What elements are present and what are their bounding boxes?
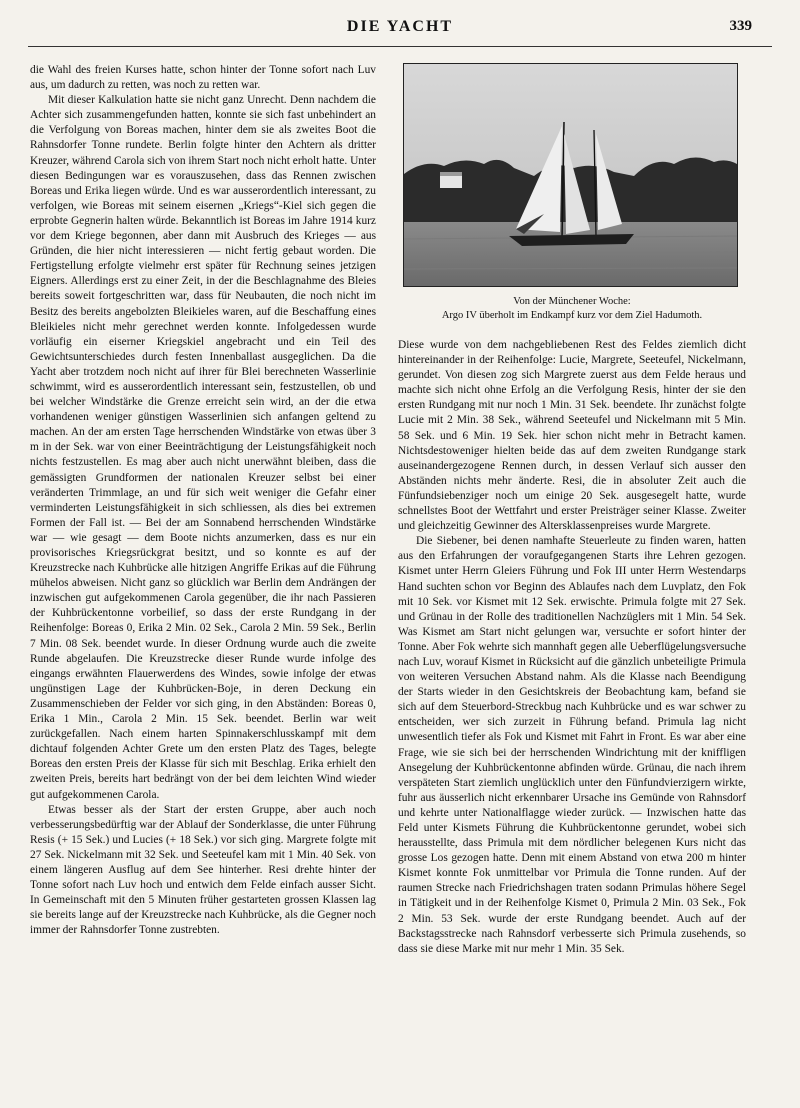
caption-line: Von der Münchener Woche: (513, 296, 631, 307)
photo-illustration (404, 64, 737, 286)
journal-title: DIE YACHT (346, 18, 454, 35)
right-column (398, 338, 746, 957)
paragraph: die Wahl des freien Kurses hatte, schon hinter der Tonne sofort nach Luv aus, um dadurch zu retten, was noch zu retten war. (30, 64, 376, 92)
sailing-yacht-photo (403, 63, 738, 287)
caption-line: Argo IV überholt im Endkampf kurz vor dem Ziel Hadumoth. (441, 310, 703, 321)
header-rule (28, 46, 772, 47)
figure-caption (398, 295, 746, 323)
paragraph: Mit dieser Kalkulation hatte sie nicht ganz Unrecht. Denn nachdem die Achter sich zusammengefunden hatten, konnte sie sich fast unbehindert an die Verfolgung von Boreas machen, hinter dem sie als zweites Boot die Rahnsdorfer Tonne rundete. Berlin folgte hinter den Achtern als dritter Kreuzer, während Carola sich von ihrem Start noch nicht erholt hatte. Unter diesen Bedingungen war es vorauszusehen, dass das Rennen zwischen Boreas und Erika liegen würde. Und es war ausserordentlich interessant, zu verfolgen, wie Boreas mit seinem eisernen „Kriegs“-Kiel sich gegen die erprobte Gegnerin halten würde. Bekanntlich ist Boreas im Jahre 1914 kurz vor dem Kriege begonnen, aber dann mit Ausbruch des Krieges — aus Gründen, die hier nicht interessieren — nicht fertig gebaut worden. Die Fertigstellung erfolgte vielmehr erst später für Rechnung seines jetzigen Eigners. Allerdings erst zu einer Zeit, in der die Beschlagnahme des Bleies bereits soweit fortgeschritten war, dass für Neubauten, die noch nicht im Besitz des bereits angebolzten Bleikieles waren, auf die Beschaffung eines Bleikieles nicht mehr gerechnet werden konnte. Infolgedessen wurde vorläufig ein eiserner Kriegskiel angebracht und ein Teil des Gewichtsunterschiedes durch festen Innenballast ausgeglichen. Da die Yacht aber trotzdem noch nicht auf ihrer für Blei berechneten Wasserlinie schwimmt, wird es ausserordentlich interessant sein, festzustellen, ob und bei welcher Windstärke die Grenze erreicht sein wird, an der die etwa vorhandenen weniger günstigen Wasserlinien sich anfangen geltend zu machen. An der am ersten Tage herrschenden Windstärke von etwas über 3 m in der Sek. war von einer Beeinträchtigung der Leistungsfähigkeit noch nichts festzustellen. Es mag aber auch nicht unerwähnt bleiben, dass die gemässigten Grundformen der nationalen Kreuzer selbst bei einer veränderten Trimmlage, an und für sich weit weniger die Gefahr einer verminderten Leistungsfähigkeit in sich schliessen, als dies bei extremen Formen der Fall ist. — Bei der am Sonnabend herrschenden Windstärke war — wie gesagt — dem Boote nichts anzumerken, dass es nur ein provisorisches Kriegsrückgrat besitzt, und so konnte es auf der Kreuzstrecke nach Kuhbrücke alle hitzigen Angriffe Erikas auf die Führung mühelos abweisen. Nicht ganz so glücklich war Berlin dem Andrängen der inzwischen gut aufgekommenen Carola gegenüber, die ihr nach Passieren der Kuhbrückentonne vorbeilief, so dass der erste Rundgang in der Reihenfolge: Boreas 0, Erika 2 Min. 02 Sek., Carola 2 Min. 59 Sek., Berlin 7 Min. 08 Sek. beendet wurde. In dieser Ordnung wurde auch die zweite Runde abgelaufen. Die Kreuzstrecke dieser Runde wurde infolge des eingangs erwähnten Flauerwerdens des Windes, sowie infolge der etwas ungünstigen Lage der Kuhbrücken-Boje, in deren Deckung ein Zusammenschieben der Felder vor sich ging, in den Abständen: Boreas 0, Erika 1 Min., Carola 2 Min. 15 Sek. beendet. Berlin war weit zurückgefallen. Nach einem harten Spinnakerschlusskampf mit dem dichtauf folgenden Achter Grete um den ersten Platz des Tages, belegte Boreas den ersten Preis der Klasse für sich mit Beschlag. Erika erhielt den zweiten Preis, bereits hart bedrängt von der bei dem leichten Wind wieder gut aufgekommenen Carola. (30, 94, 376, 801)
paragraph: Die Siebener, bei denen namhafte Steuerleute zu finden waren, hatten aus den Erfahrungen der voraufgegangenen Starts ihre Lehren gezogen. Kismet unter Herrn Gleiers Führung und Fok III unter Herrn Westendarps Hand suchten schon vor Beginn des Ablaufes nach dem Luvplatz, den Fok mit 10 Sek. vor Kismet mit 12 Sek. erwischte. Primula folgte mit 27 Sek. und Grünau in der Rolle des traditionellen Nachzüglers mit 1 Min. 54 Sek. Was Kismet am Start nicht gelungen war, versuchte er sofort hinter der Tonne. Aber Fok wehrte sich mannhaft gegen alle Ueberflügelungsversuche nach Luv, worauf Kismet in Rücksicht auf die gänzlich unbeteiligte Primula von weiteren Versuchen Abstand nahm. Als die Klasse nach Beendigung der Starts wieder in den Gesichtskreis der Beobachtung kam, befand sie sich auf dem Steuerbord-Streckbug nach Kuhbrücke und es war schwer zu entscheiden, wer sich zurzeit in Führung befand. Primula lag nicht unwesentlich tiefer als Fok und Kismet mit Fahrt in Front. Es war aber eine Frage, wie sie sich bei der herrschenden Windrichtung mit der kniffligen Ansegelung der Kuhbrückentonne abfinden würde. Grünau, die nach ihrem verspäteten Start ziemlich unglücklich unter den Fünfundvierzigern wirkte, fuhr aus äusserlich nicht erkennbarer Ursache ins Gemünde von Rahnsdorf und kehrte unter Nationalflagge wieder zurück. — Inzwischen hatte das Feld unter Kismets Führung die Kuhbrückentonne gerundet, wobei sich herausstellte, dass Primula mit dem nördlicher belegenen Kurs nicht das grosse Los gezogen hatte. Denn mit einem Abstand von etwa 200 m hinter Kismet konnte Fok unmittelbar vor Primula die Tonne runden. Auf der raumen Strecke nach Friedrichshagen traten sodann Primulas höhere Segel in Tätigkeit und in der Reihenfolge Kismet 0, Primula 2 Min. 03 Sek., Fok 2 Min. 53 Sek. wurde der erste Rundgang beendet. Auch auf der Backstagsstrecke nach Rahnsdorf verbesserte sich Primula zusehends, so dass sie diese Marke mit nur mehr 1 Min. 35 Sek. (398, 535, 746, 955)
paragraph: Etwas besser als der Start der ersten Gruppe, aber auch noch verbesserungsbedürftig war der Ablauf der Sonderklasse, die unter Führung Resis (+ 15 Sek.) und Lucies (+ 18 Sek.) vor sich ging. Margrete folgte mit 27 Sek. Nickelmann mit 32 Sek. und Seeteufel kam mit 1 Min. 40 Sek. von einem längeren Ausflug auf dem See hinterher. Resi drehte hinter der Tonne sofort nach Luv hoch und entwich dem Felde einfach ausser Sicht. In Gemeinschaft mit den 5 Minuten früher gestarteten grossen Klassen lag sie bereits lange auf der Kreuzstrecke nach Kuhbrücke, als die Gegner noch immer der Rahnsdorfer Tonne zustrebten. (30, 803, 376, 937)
page-number: 339 (729, 18, 752, 34)
left-column (30, 63, 376, 938)
page-header (0, 18, 800, 40)
paragraph: Diese wurde von dem nachgebliebenen Rest des Feldes ziemlich dicht hintereinander in der Reihenfolge: Lucie, Margrete, Seeteufel, Nickelmann, gerundet. Von diesen zog sich Margrete zuerst aus dem Felde heraus und machte sich nicht ohne Erfolg an die Verfolgung Resis, hinter der sie den ersten Rundgang mit nur noch 1 Min. 31 Sek. beendete. Ihr zunächst folgte Lucie mit 2 Min. 38 Sek., während Seeteufel und Nickelmann mit 5 Min. 58 Sek. und 6 Min. 19 Sek. hier schon nicht mehr in Betracht kamen. Nichtsdestoweniger hielten beide das auf dem zweiten Rundgange stark auseinandergezogene Rennen durch, in dessen Verlauf sich ausser den Abständen nichts mehr änderte. Resi, die in absoluter Zeit auch die Fünfundsiebenziger noch um einige 20 Sek. ausgesegelt hatte, wurde schnellstes Boot der Wettfahrt und erster Preisträger seiner Klasse. Zweiter und gleichzeitig Gewinner des Altersklassenpreises wurde Margrete. (398, 339, 746, 533)
